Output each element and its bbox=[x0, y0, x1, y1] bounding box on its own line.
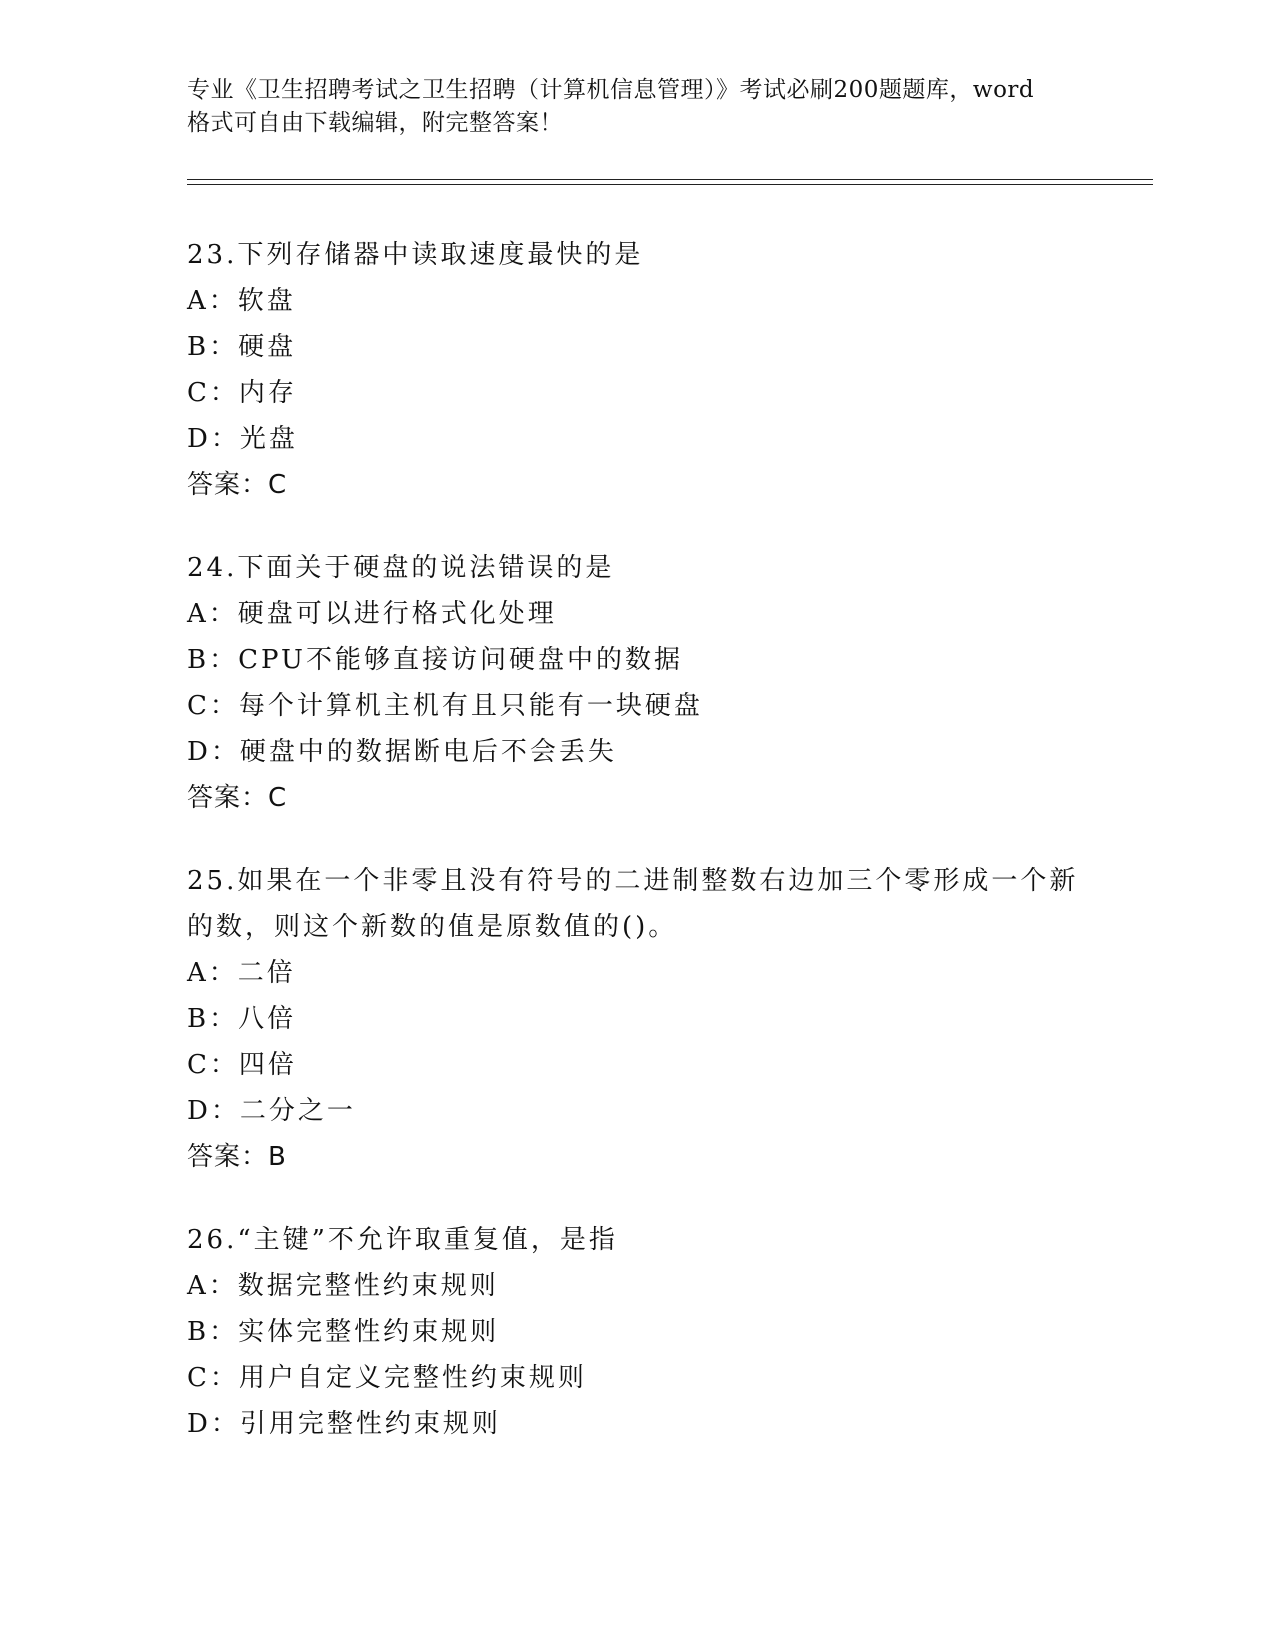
answer-label: 答案：B bbox=[187, 1142, 287, 1172]
option-c: C：每个计算机主机有且只能有一块硬盘 bbox=[187, 691, 703, 721]
question-23 bbox=[187, 232, 1087, 508]
document-header bbox=[187, 74, 1087, 140]
option-c: C：内存 bbox=[187, 378, 297, 408]
option-c: C：四倍 bbox=[187, 1050, 297, 1080]
option-d: D：引用完整性约束规则 bbox=[187, 1409, 501, 1439]
option-a: A：数据完整性约束规则 bbox=[187, 1271, 499, 1301]
option-b: B：实体完整性约束规则 bbox=[187, 1317, 500, 1347]
option-d: D：硬盘中的数据断电后不会丢失 bbox=[187, 737, 617, 767]
question-stem-line-2: 的数，则这个新数的值是原数值的()。 bbox=[187, 912, 678, 942]
option-a: A：硬盘可以进行格式化处理 bbox=[187, 599, 557, 629]
option-c: C：用户自定义完整性约束规则 bbox=[187, 1363, 587, 1393]
answer-label: 答案：C bbox=[187, 470, 288, 500]
option-a: A：二倍 bbox=[187, 958, 296, 988]
answer-label: 答案：C bbox=[187, 783, 288, 813]
question-25 bbox=[187, 858, 1087, 1180]
header-line-2: 格式可自由下载编辑，附完整答案！ bbox=[187, 110, 563, 136]
option-b: B：硬盘 bbox=[187, 332, 297, 362]
header-divider-bottom bbox=[187, 184, 1153, 185]
option-a: A：软盘 bbox=[187, 286, 296, 316]
question-stem: 23.下列存储器中读取速度最快的是 bbox=[187, 240, 644, 270]
option-b: B：CPU不能够直接访问硬盘中的数据 bbox=[187, 645, 683, 675]
option-d: D：光盘 bbox=[187, 424, 298, 454]
header-line-1: 专业《卫生招聘考试之卫生招聘（计算机信息管理）》考试必刷200题题库，word bbox=[187, 77, 1035, 103]
question-stem-line-1: 25.如果在一个非零且没有符号的二进制整数右边加三个零形成一个新 bbox=[187, 866, 1079, 896]
question-list bbox=[187, 232, 1087, 1484]
option-d: D：二分之一 bbox=[187, 1096, 356, 1126]
question-stem: 24.下面关于硬盘的说法错误的是 bbox=[187, 553, 615, 583]
question-stem: 26.“主键”不允许取重复值，是指 bbox=[187, 1225, 618, 1255]
question-24 bbox=[187, 545, 1087, 821]
header-divider-top bbox=[187, 179, 1153, 180]
option-b: B：八倍 bbox=[187, 1004, 297, 1034]
question-26 bbox=[187, 1217, 1087, 1447]
